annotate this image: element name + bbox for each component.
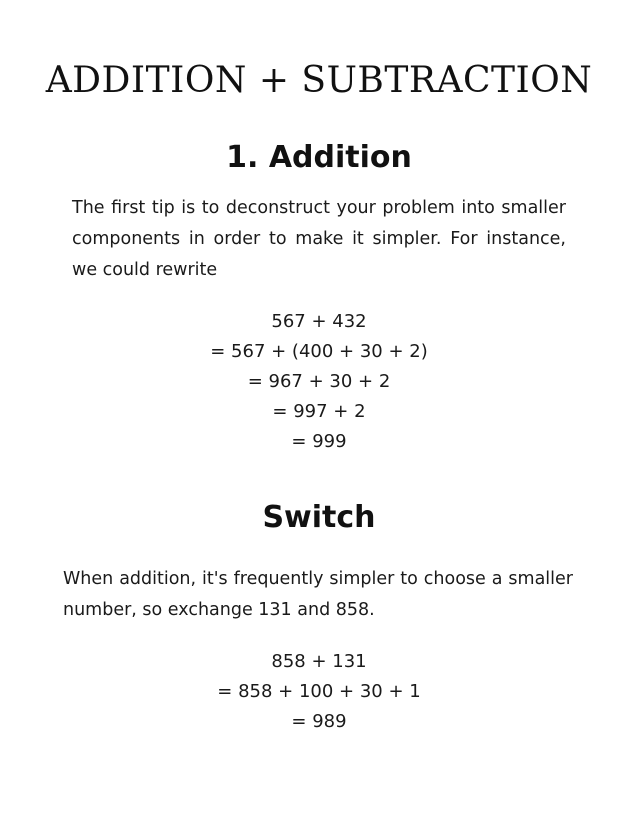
section-heading-addition: 1. Addition [226, 140, 412, 175]
equation-line: = 999 [291, 431, 347, 452]
equation-line: = 989 [291, 711, 347, 732]
equation-line: 858 + 131 [271, 651, 367, 672]
addition-equation-block [0, 307, 638, 457]
equation-line: = 567 + (400 + 30 + 2) [210, 341, 428, 362]
equation-line: = 967 + 30 + 2 [247, 371, 391, 392]
switch-equation-block [0, 647, 638, 737]
switch-paragraph: When addition, it's frequently simpler to choose a smaller number, so exchange 131 and 858. [63, 569, 573, 620]
equation-line: = 997 + 2 [272, 401, 366, 422]
section-heading-switch: Switch [262, 500, 376, 535]
equation-line: = 858 + 100 + 30 + 1 [217, 681, 421, 702]
page-title: ADDITION + SUBTRACTION [45, 60, 593, 101]
equation-line: 567 + 432 [271, 311, 367, 332]
addition-paragraph: The first tip is to deconstruct your problem into smaller components in order to make it simpler. For instance, we could rewrite [72, 198, 566, 280]
